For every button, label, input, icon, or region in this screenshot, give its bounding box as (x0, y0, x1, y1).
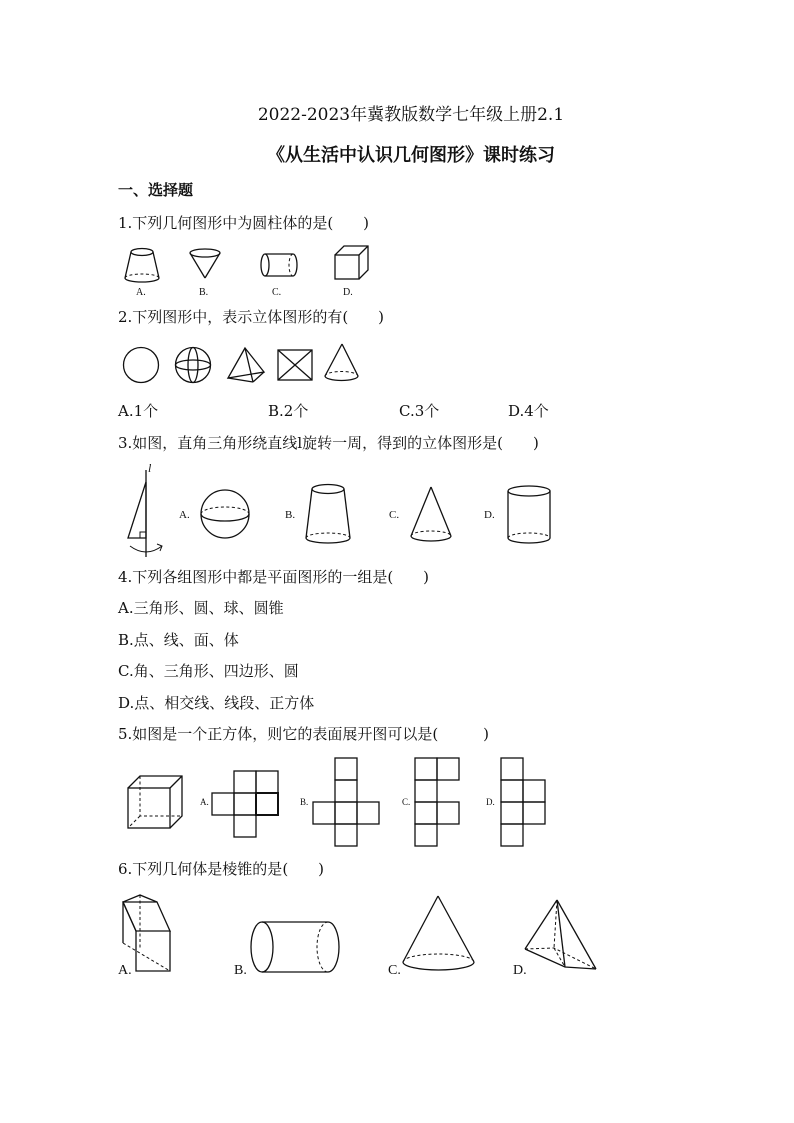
q6-label-c: C. (388, 963, 401, 978)
q6-cylinder-figure (251, 922, 339, 972)
q3-label-a: A. (179, 509, 190, 521)
q3-stem: 3.如图，直角三角形绕直线l旋转一周，得到的立体图形是( ) (118, 434, 539, 452)
q6-stem: 6.下列几何体是棱锥的是( ) (118, 860, 325, 878)
q1-figures (115, 240, 385, 300)
q1-cone-figure (190, 249, 220, 278)
q5-label-c: C. (402, 797, 411, 807)
q2-sphere-figure (176, 348, 211, 383)
q1-label-b: B. (199, 287, 209, 298)
q6-label-b: B. (234, 963, 247, 978)
q6-cone-figure (403, 896, 474, 970)
q3-label-d: D. (484, 509, 495, 521)
q5-stem: 5.如图是一个正方体，则它的表面展开图可以是( ) (118, 725, 490, 743)
q3-sphere-figure (201, 490, 249, 538)
q2-circle-figure (124, 348, 159, 383)
section-heading: 一、选择题 (118, 181, 194, 199)
q4-option-c[interactable]: C.角、三角形、四边形、圆 (118, 662, 299, 680)
q1-stem: 1.下列几何图形中为圆柱体的是( ) (118, 214, 370, 232)
q1-label-d: D. (343, 287, 353, 298)
q2-crossed-square-figure (278, 350, 312, 380)
q3-figures (120, 462, 560, 562)
q5-label-b: B. (300, 797, 309, 807)
q4-option-d[interactable]: D.点、相交线、线段、正方体 (118, 694, 315, 712)
q1-frustum-figure (125, 249, 159, 283)
q1-label-c: C. (272, 287, 282, 298)
q1-label-a: A. (136, 287, 146, 298)
q4-stem: 4.下列各组图形中都是平面图形的一组是( ) (118, 568, 430, 586)
q3-cone-figure (411, 487, 451, 541)
q3-label-b: B. (285, 509, 296, 521)
q2-option-c[interactable]: C.3个 (399, 402, 440, 420)
q2-option-a[interactable]: A.1个 (118, 402, 159, 420)
q2-tetrahedron-figure (228, 348, 264, 382)
q3-line-label: l (148, 461, 152, 475)
q1-cube-figure (335, 246, 368, 279)
q3-cylinder-figure (508, 486, 550, 543)
q5-net-d-figure (501, 758, 545, 846)
q6-pyramid-figure (525, 900, 596, 969)
q3-label-c: C. (389, 509, 400, 521)
q2-option-b[interactable]: B.2个 (268, 402, 309, 420)
q2-cone-figure (325, 344, 358, 381)
q5-figures (120, 750, 560, 845)
q2-stem: 2.下列图形中，表示立体图形的有( ) (118, 308, 385, 326)
q3-right-triangle-figure (128, 470, 162, 557)
q5-net-c-figure (415, 758, 459, 846)
q2-option-d[interactable]: D.4个 (508, 402, 549, 420)
q5-label-d: D. (486, 797, 495, 807)
q3-frustum-figure (306, 485, 350, 544)
q6-prism-figure (123, 895, 170, 971)
q1-cylinder-figure (261, 254, 297, 276)
q5-net-a-figure (212, 771, 278, 837)
q4-option-a[interactable]: A.三角形、圆、球、圆锥 (118, 599, 284, 617)
q5-net-b-figure (313, 758, 379, 846)
q6-label-a: A. (118, 963, 132, 978)
q2-figures (118, 342, 368, 392)
title-line-2: 《从生活中认识几何图形》课时练习 (267, 145, 555, 166)
q5-label-a: A. (200, 797, 209, 807)
q5-cube-figure (128, 776, 182, 828)
title-line-1: 2022-2023年冀教版数学七年级上册2.1 (257, 105, 565, 125)
q4-option-b[interactable]: B.点、线、面、体 (118, 631, 239, 649)
q6-figures (118, 892, 608, 982)
q6-label-d: D. (513, 963, 527, 978)
